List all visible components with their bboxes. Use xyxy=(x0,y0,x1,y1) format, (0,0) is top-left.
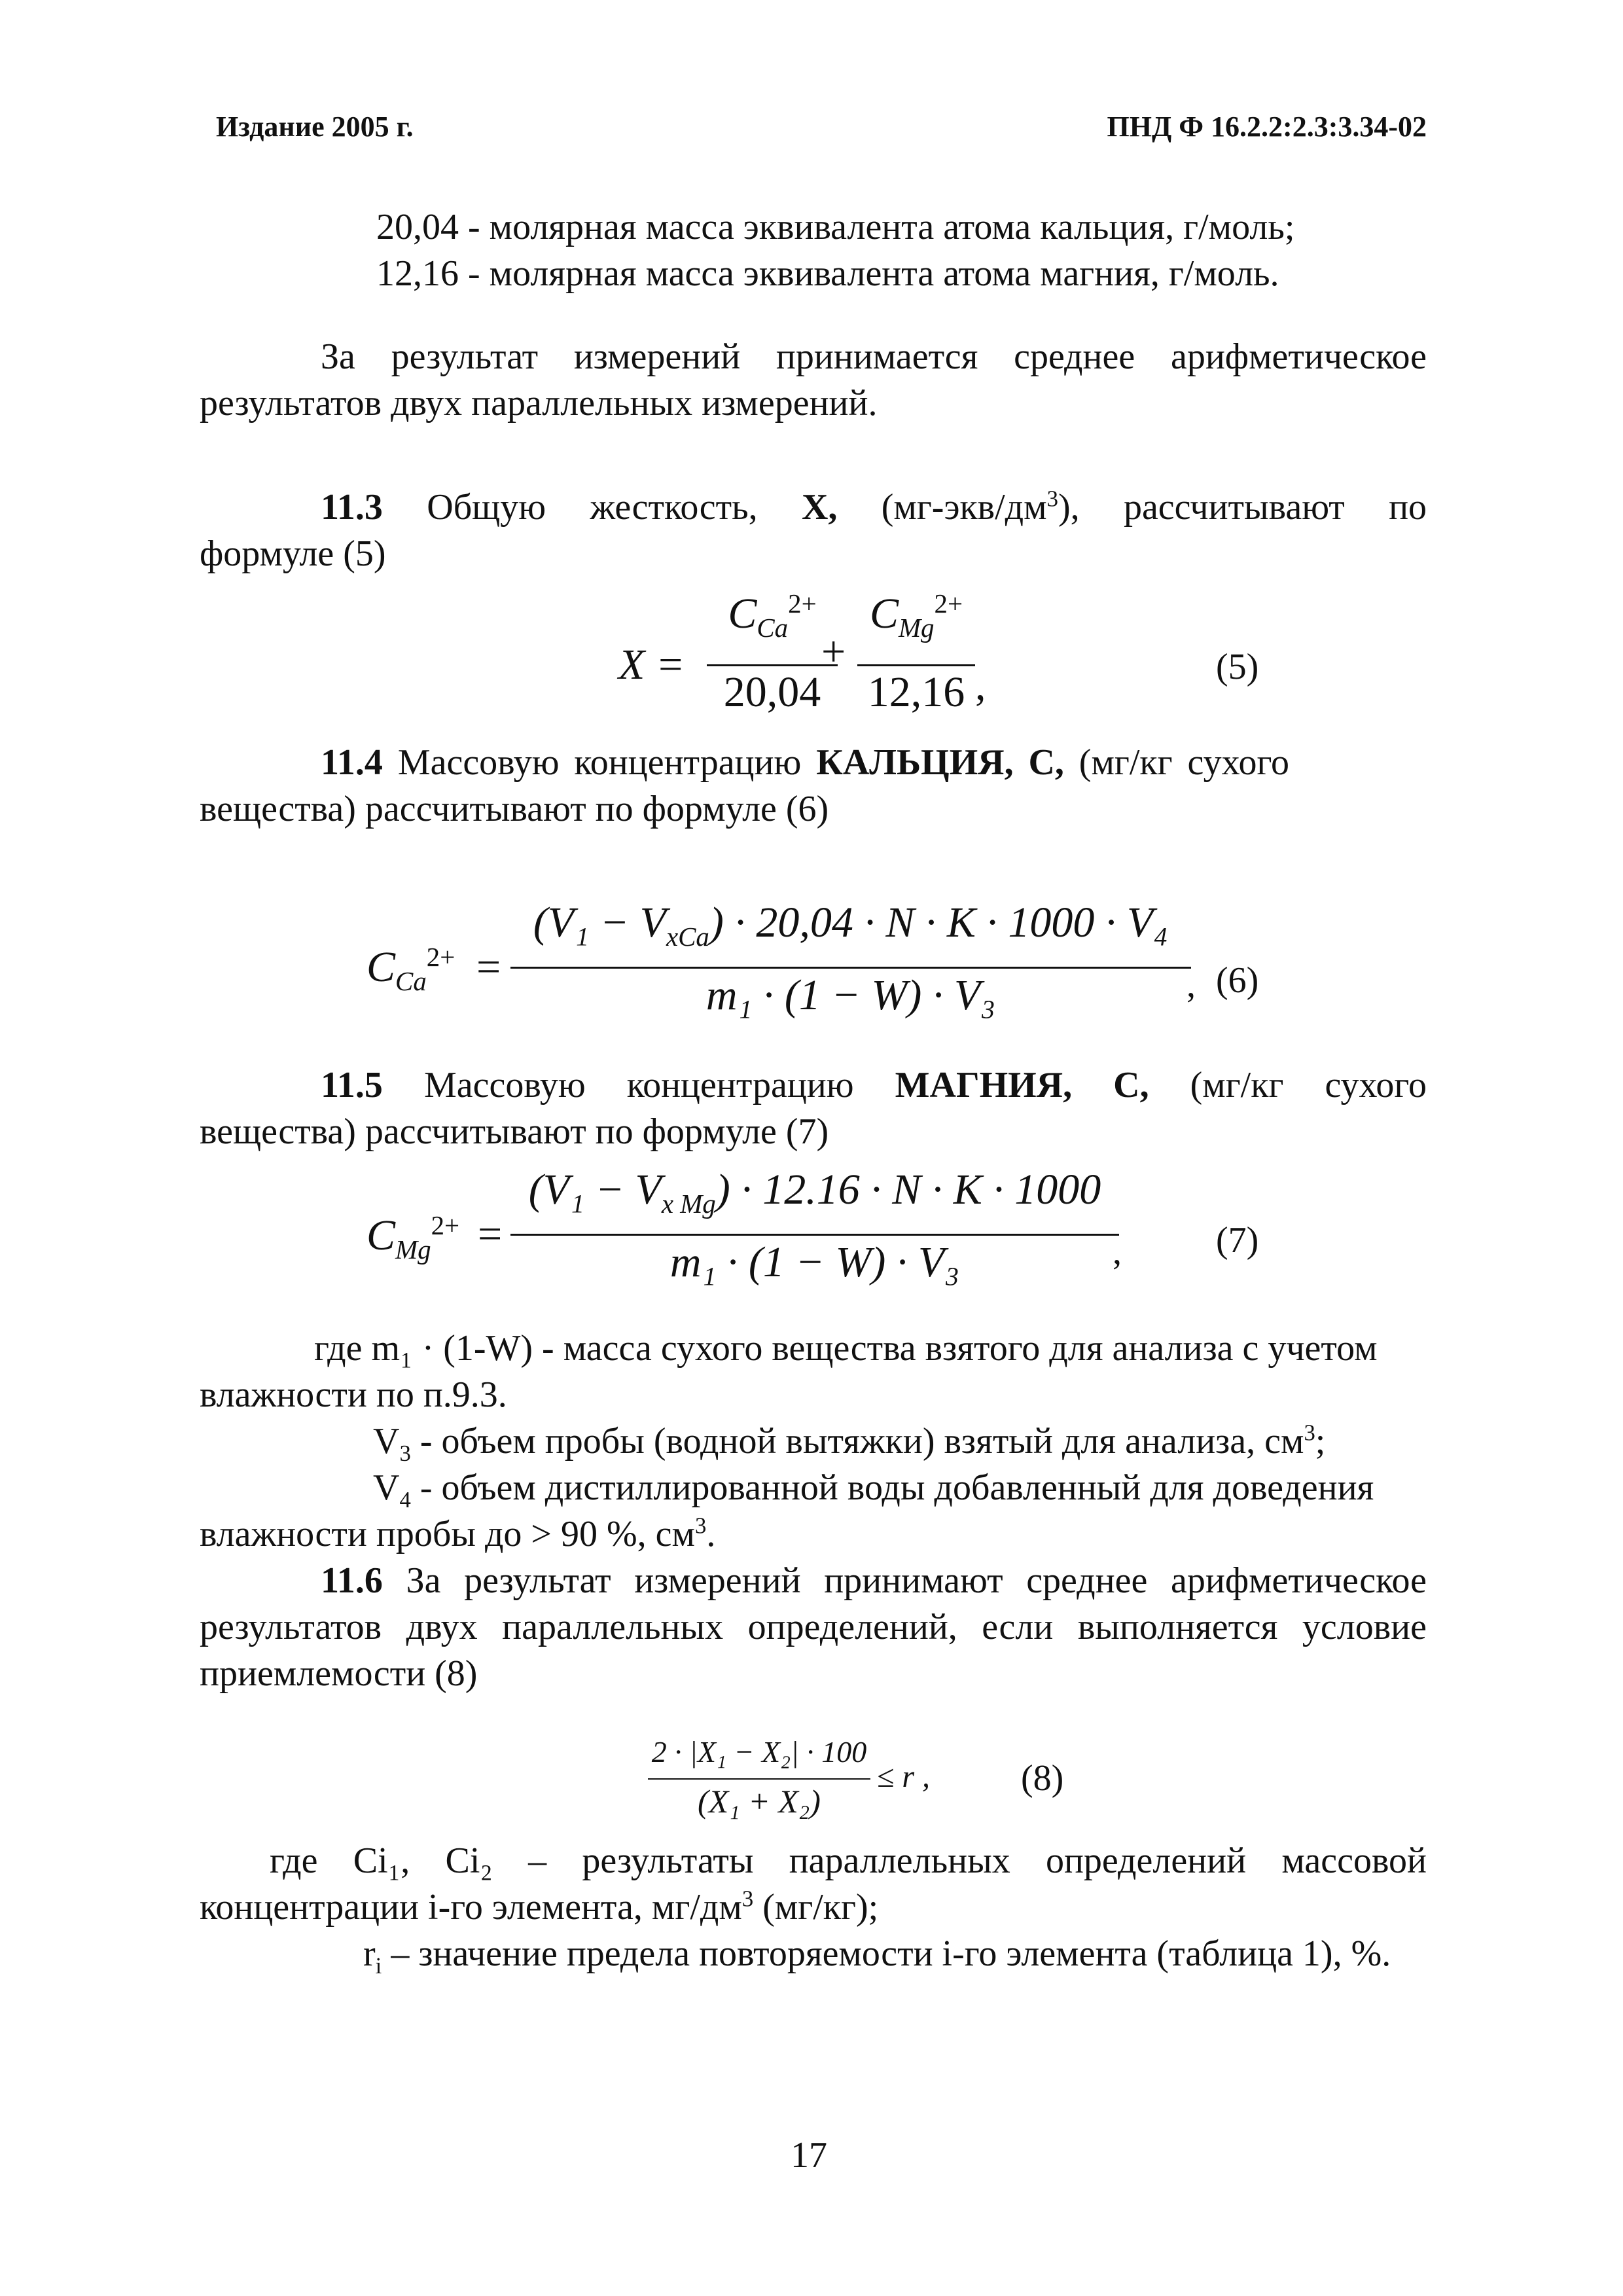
fraction-bar xyxy=(707,664,838,666)
section-11-6-line-1: 11.6 За результат измерений принимают среднее арифметическое xyxy=(321,1560,1427,1601)
section-11-3-line-2: формуле (5) xyxy=(200,533,386,574)
fraction-bar xyxy=(510,1234,1119,1236)
where-mass-line-1: где m₁ · (1-W) - масса сухого вещества взятого для анализа с учетом xyxy=(314,1328,1378,1369)
where-v3: $V_3$ - объем пробы (водной вытяжки) взятый для анализа, $см^3$; xyxy=(373,1420,1326,1467)
edition-label: Издание 2005 г. xyxy=(216,111,414,143)
section-number: 11.3 xyxy=(321,487,383,528)
equation-6-label: (6) xyxy=(1216,960,1259,1001)
section-11-5-line-2: вещества) рассчитывают по формуле (7) xyxy=(200,1111,829,1152)
where-mass-line-2: влажности по п.9.3. xyxy=(200,1374,507,1415)
section-11-3-line-1: 11.3 Общую жесткость, X, $(мг-экв/дм^3)$, рассчитывают по xyxy=(321,486,1427,528)
where-repeatability: $r_i$ – значение предела повторяемости i-го элемента (таблица 1), %. xyxy=(363,1933,1391,1979)
fraction-bar xyxy=(510,967,1191,969)
fraction-bar xyxy=(648,1778,870,1780)
definition-magnesium: 12,16 - молярная масса эквивалента атома магния, г/моль. xyxy=(376,253,1279,294)
section-11-4-line-2: вещества) рассчитывают по формуле (6) xyxy=(200,789,829,829)
where-v4-line-2: влажности пробы до > 90 %, $см^3$. xyxy=(200,1513,716,1554)
result-line-2: результатов двух параллельных измерений. xyxy=(200,383,878,423)
result-line-1: За результат измерений принимается среднее арифметическое xyxy=(321,336,1427,377)
equation-5-label: (5) xyxy=(1216,647,1259,687)
definition-calcium: 20,04 - молярная масса эквивалента атома кальция, г/моль; xyxy=(376,207,1295,247)
document-page: Издание 2005 г. ПНД Ф 16.2.2:2.3:3.34-02 20,04 - молярная масса эквивалента атома кальция, г/моль; 12,16 - молярная масса эквивалента атома магния, г/моль. За результат измерений принимается среднее арифметическое результатов двух параллельных измерений. 11.3 Общую жесткость, X, $(мг-экв/дм^3)$, рассчитывают по формуле (5) X = $C_{Ca}^{2+}$ 20,04 + $C_{Mg}^{2+}$ 12,16 , (5) 11.4 Массовую концентрацию КАЛЬЦИЯ, С, (мг/кг сухого вещества) рассчитывают по формуле (6) $C_{Ca}^{2+}$ = $(V_1 - V_{xCa}) \cdot 20,04 \cdot N \cdot K \cdot 1000 \cdot V_4$ m₁ · (1 − W) · V₃ , (6) 11.5 Массовую концентрацию МАГНИЯ, С, (мг/кг сухого вещества) рассчитывают по формуле (7) $C_{Mg}^{2+}$ = $(V_1 - V_{x Mg}) \cdot 12.16 \cdot N \cdot K \cdot 1000$ m₁ · (1 − W) · V₃ , (7) где m₁ · (1-W) - масса сухого вещества взятого для анализа с учетом влажности по п.9.3. $V_3$ - объем пробы (водной вытяжки) взятый для анализа, $см^3$; $V_4$ - объем дистиллированной воды добавленный для доведения влажности пробы до > 90 %, $см^3$. 11.6 За результат измерений принимают среднее арифметическое результатов двух параллельных определений, если выполняется условие приемлемости (8) 2 · |X₁ − X₂| · 100 (X₁ + X₂) ≤ r , (8) где Ci₁, Ci₂ – результаты параллельных определений массовой концентрации i-го элемента, $мг/дм^3$ (мг/кг); $r_i$ – значение предела повторяемости i-го элемента (таблица 1), %. 17 xyxy=(0,0,1623,2296)
equation-8-label: (8) xyxy=(1021,1758,1064,1799)
section-11-5-line-1: 11.5 Массовую концентрацию МАГНИЯ, С, (мг/кг сухого xyxy=(321,1065,1427,1105)
where-parallel-line-2: концентрации i-го элемента, $мг/дм^3$ (мг/кг); xyxy=(200,1886,879,1928)
section-11-4-line-1: 11.4 Массовую концентрацию КАЛЬЦИЯ, С, (мг/кг сухого xyxy=(321,742,1290,783)
equation-7-label: (7) xyxy=(1216,1220,1259,1261)
document-code: ПНД Ф 16.2.2:2.3:3.34-02 xyxy=(1107,111,1427,143)
fraction-bar xyxy=(857,664,975,666)
where-v4-line-1: $V_4$ - объем дистиллированной воды добавленный для доведения xyxy=(373,1467,1374,1513)
where-parallel-line-1: где Ci₁, Ci₂ – результаты параллельных определений массовой xyxy=(270,1840,1427,1881)
section-11-6-line-3: приемлемости (8) xyxy=(200,1653,478,1694)
section-11-6-line-2: результатов двух параллельных определений, если выполняется условие xyxy=(200,1607,1427,1647)
page-number: 17 xyxy=(791,2135,827,2176)
